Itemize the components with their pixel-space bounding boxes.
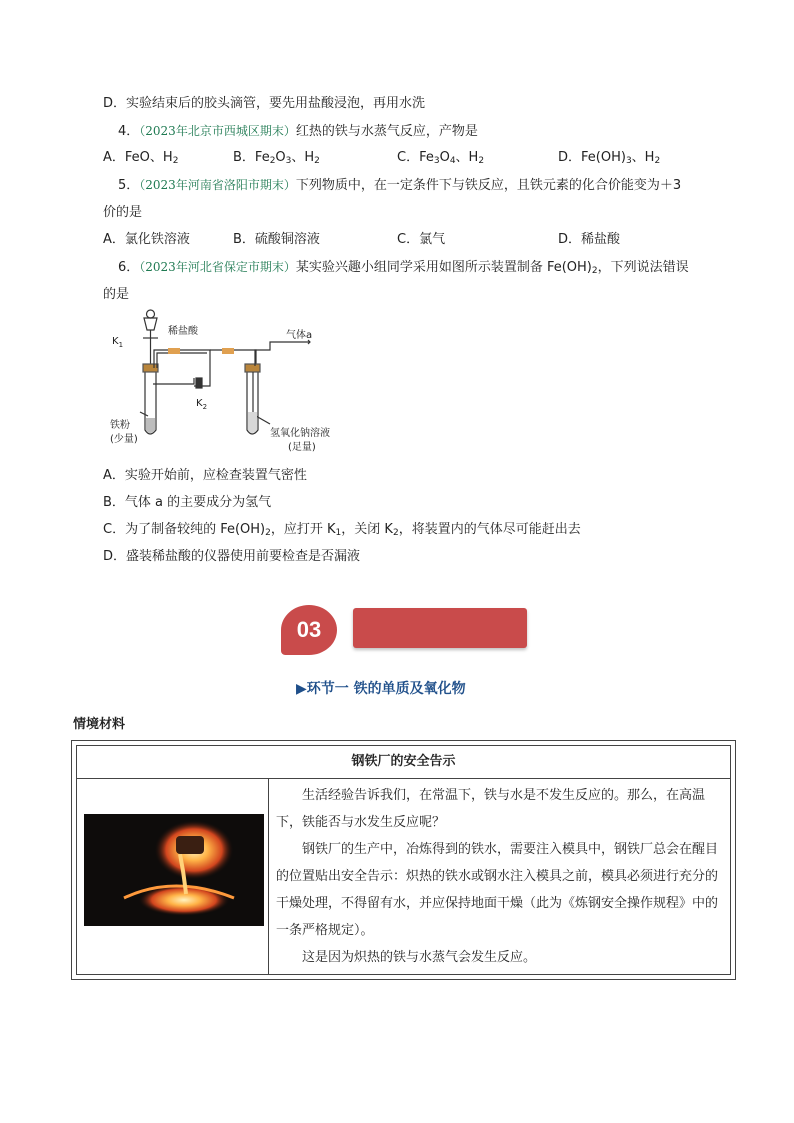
section-number: 03	[281, 605, 337, 655]
acid-label: 稀盐酸	[168, 326, 198, 337]
gas-a-label: 气体a	[286, 330, 313, 341]
q6-stem-text: 某实验兴趣小组同学采用如图所示装置制备 Fe(OH)	[295, 260, 592, 275]
q6-stem-cont: 的是	[103, 287, 130, 302]
naoh-qty-label: (足量)	[288, 442, 316, 453]
material-text	[276, 782, 722, 971]
q5-option-a: A．氯化铁溶液	[103, 232, 190, 247]
q5-number: 5．	[118, 178, 140, 193]
material-para-2: 钢铁厂的生产中，冶炼得到的铁水，需要注入模具中，钢铁厂总会在醒目的位置贴出安全告示：炽热的铁水或钢水注入模具之前，模具必须进行充分的干燥处理，不得留有水，并应保持地面干燥（此为《炼钢安全操作规程》中的一条严格规定）。	[276, 842, 719, 938]
q4-option-a: A．FeO、$H_2$	[103, 150, 179, 166]
apparatus-diagram	[110, 306, 350, 458]
context-label: 情境材料	[73, 717, 126, 732]
k2-label: $K_2$	[196, 398, 208, 411]
k1-label: $K_1$	[112, 336, 124, 349]
q5-stem-cont: 价的是	[103, 205, 143, 220]
q4-stem	[118, 121, 478, 142]
q3-option-d: D．实验结束后的胶头滴管，要先用盐酸浸泡，再用水洗	[103, 96, 426, 111]
q6-option-d: D．盛装稀盐酸的仪器使用前要检查是否漏液	[103, 549, 361, 564]
step-heading: ▶环节一 铁的单质及氧化物	[296, 681, 466, 697]
q6-option-c: C．为了制备较纯的 $Fe(OH)_2$，应打开 $K_1$，关闭 $K_2$，将装置内的气体尽可能赶出去	[103, 522, 581, 538]
naoh-label: 氢氧化钠溶液	[270, 428, 330, 439]
material-para-1: 生活经验告诉我们，在常温下，铁与水是不发生反应的。那么，在高温下，铁能否与水发生反应呢？	[276, 788, 706, 830]
material-image-cell	[77, 779, 269, 974]
q4-stem-text: 红热的铁与水蒸气反应，产物是	[295, 124, 478, 139]
q6-number: 6．	[118, 260, 140, 275]
q4-option-d: D．$Fe(OH)_3$、$H_2$	[558, 150, 661, 166]
funnel-icon	[144, 318, 157, 330]
q4-number: 4．	[118, 124, 140, 139]
iron-qty-label: (少量)	[110, 434, 138, 445]
q6-option-b: B．气体 a 的主要成分为氢气	[103, 495, 272, 510]
q5-option-b: B．硫酸铜溶液	[233, 232, 320, 247]
section-badge	[281, 605, 527, 655]
section-title-bar	[353, 608, 527, 648]
q6-stem: 6．（2023年河北省保定市期末）某实验兴趣小组同学采用如图所示装置制备 $Fe(OH)_2$，下列说法错误	[118, 260, 689, 276]
material-para-3: 这是因为炽热的铁与水蒸气会发生反应。	[302, 950, 537, 965]
q4-option-c: C．$Fe_3O_4$、$H_2$	[397, 150, 485, 166]
k2-valve	[196, 378, 202, 388]
molten-iron-photo	[84, 814, 264, 926]
q6-option-a: A．实验开始前，应检查装置气密性	[103, 468, 307, 483]
q6-source: （2023年河北省保定市期末）	[139, 260, 296, 274]
q4-option-b: B．$Fe_2O_3$、$H_2$	[233, 150, 320, 166]
q5-option-d: D．稀盐酸	[558, 232, 621, 247]
q4-source: （2023年北京市西城区期末）	[139, 124, 296, 138]
iron-powder-label: 铁粉	[110, 420, 130, 431]
q5-option-c: C．氯气	[397, 232, 446, 247]
q5-stem-text: 下列物质中，在一定条件下与铁反应，且铁元素的化合价能变为＋3	[295, 178, 682, 193]
q5-stem	[118, 175, 681, 196]
material-title: 钢铁厂的安全告示	[77, 746, 730, 779]
q5-source: （2023年河南省洛阳市期末）	[139, 178, 296, 192]
material-table	[71, 740, 736, 980]
